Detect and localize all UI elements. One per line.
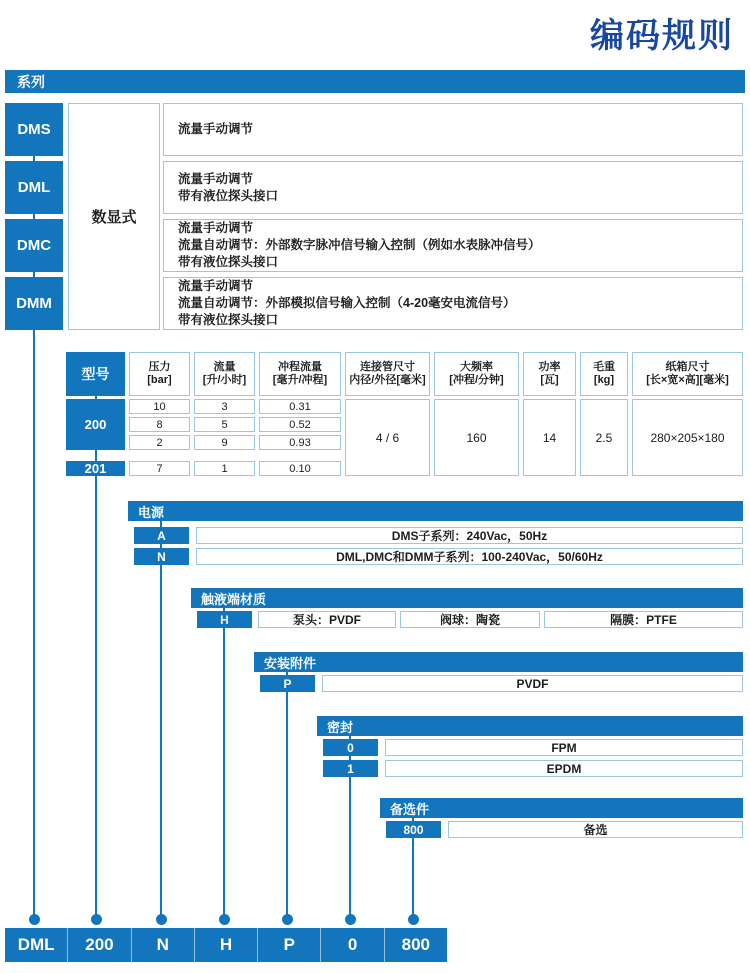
col-header-line: [bar] xyxy=(147,374,172,386)
connector-dot-model xyxy=(91,914,102,925)
spec-table xyxy=(66,352,743,476)
col-header-line: [毫升/冲程] xyxy=(272,374,328,386)
section-header-power xyxy=(128,501,743,521)
section-key-seal-0: 0 xyxy=(323,739,378,756)
series-group-label: 数显式 xyxy=(91,209,137,226)
section-title: 电源 xyxy=(138,504,165,520)
spec-merged-cell-power: 14 xyxy=(523,399,576,476)
col-header-line: 纸箱尺寸 xyxy=(665,361,710,373)
section-key-material-h: H xyxy=(197,611,252,628)
section-key-option-800: 800 xyxy=(386,821,441,838)
col-header-line: 大频率 xyxy=(460,361,493,373)
spec-cell: 0.93 xyxy=(259,435,341,450)
section-title: 触液端材质 xyxy=(201,591,267,607)
section-header-material xyxy=(191,588,743,608)
section-value-material-ball: 阀球：陶瓷 xyxy=(400,611,540,628)
col-header-line: 毛重 xyxy=(593,361,615,373)
series-header-label: 系列 xyxy=(17,73,45,90)
section-title: 密封 xyxy=(327,719,354,735)
section-value-seal-epdm: EPDM xyxy=(385,760,743,777)
spec-cell: 0.31 xyxy=(259,399,341,414)
col-header-line: 压力 xyxy=(148,361,171,373)
spec-col-header-pressure xyxy=(129,352,190,396)
page-title: 编码规则 xyxy=(590,17,734,55)
series-code-dml: DML xyxy=(5,161,63,214)
spec-col-header-pipe-size xyxy=(345,352,430,396)
spec-col-header-weight xyxy=(580,352,628,396)
col-header-line: 功率 xyxy=(538,361,561,373)
series-desc-dml xyxy=(163,161,743,214)
section-header-seal xyxy=(317,716,743,736)
col-header-line: [升/小时] xyxy=(202,374,247,386)
section-header-mounting xyxy=(254,652,743,672)
example-code-bar xyxy=(5,928,447,962)
spec-cell: 0.10 xyxy=(259,461,341,476)
section-key-seal-1: 1 xyxy=(323,760,378,777)
series-code-dmc: DMC xyxy=(5,219,63,272)
col-header-line: [kg] xyxy=(593,374,615,386)
section-value-power-a: DMS子系列：240Vac，50Hz xyxy=(196,527,743,544)
spec-merged-cell-carton: 280×205×180 xyxy=(632,399,743,476)
spec-model-cell-201: 201 xyxy=(66,461,125,476)
series-desc-line: 流量自动调节：外部模拟信号输入控制（4-20毫安电流信号） xyxy=(178,296,516,310)
col-header-line: 内径/外径[毫米] xyxy=(349,374,426,386)
section-key-power-n: N xyxy=(134,548,189,565)
example-code-segment-power: N xyxy=(131,928,194,962)
section-title: 备选件 xyxy=(390,801,430,817)
spec-cell: 1 xyxy=(194,461,255,476)
example-code-segment-mounting: P xyxy=(257,928,320,962)
example-code-segment-material: H xyxy=(194,928,257,962)
series-desc-dmc xyxy=(163,219,743,272)
spec-cell: 9 xyxy=(194,435,255,450)
series-desc-line: 流量自动调节：外部数字脉冲信号输入控制（例如水表脉冲信号） xyxy=(178,238,541,252)
spec-col-header-max-frequency xyxy=(434,352,519,396)
example-code-segment-series: DML xyxy=(17,935,55,954)
section-value-mounting-p: PVDF xyxy=(322,675,743,692)
spec-col-header-stroke-volume xyxy=(259,352,341,396)
connector-dot-option xyxy=(408,914,419,925)
connector-dot-seal xyxy=(345,914,356,925)
spec-cell: 0.52 xyxy=(259,417,341,432)
connector-dot-mounting xyxy=(282,914,293,925)
connector-dot-material xyxy=(219,914,230,925)
series-code-dmm: DMM xyxy=(5,277,63,330)
section-key-mounting-p: P xyxy=(260,675,315,692)
series-group-box xyxy=(68,103,160,330)
spec-col-header-power xyxy=(523,352,576,396)
section-title: 安装附件 xyxy=(264,655,317,671)
spec-cell: 10 xyxy=(129,399,190,414)
col-header-line: [冲程/分钟] xyxy=(449,374,504,386)
connector-line-material xyxy=(223,592,225,920)
series-desc-line: 带有液位探头接口 xyxy=(178,255,279,269)
series-desc-line: 流量手动调节 xyxy=(178,122,254,136)
spec-cell: 8 xyxy=(129,417,190,432)
connector-dot-series xyxy=(29,914,40,925)
connector-line-mounting xyxy=(286,656,288,920)
section-key-power-a: A xyxy=(134,527,189,544)
spec-corner-cell: 型号 xyxy=(66,352,125,396)
series-header-bar xyxy=(5,70,745,93)
connector-line-option xyxy=(412,802,414,920)
connector-dot-power xyxy=(156,914,167,925)
col-header-line: 流量 xyxy=(213,361,236,373)
col-header-line: 连接管尺寸 xyxy=(360,361,415,373)
section-value-material-diaphragm: 隔膜：PTFE xyxy=(544,611,743,628)
spec-merged-cell-pipe: 4 / 6 xyxy=(345,399,430,476)
spec-merged-cell-frequency: 160 xyxy=(434,399,519,476)
series-desc-line: 带有液位探头接口 xyxy=(178,313,279,327)
section-header-option xyxy=(380,798,743,818)
series-code-dms: DMS xyxy=(5,103,63,156)
example-code-segment-seal: 0 xyxy=(320,928,383,962)
series-desc-line: 带有液位探头接口 xyxy=(178,188,279,203)
spec-cell: 5 xyxy=(194,417,255,432)
col-header-line: [瓦] xyxy=(540,374,559,386)
spec-model-cell-200: 200 xyxy=(66,399,125,450)
series-desc-dms xyxy=(163,103,743,156)
example-code-segment-option: 800 xyxy=(384,928,447,962)
spec-cell: 3 xyxy=(194,399,255,414)
section-value-material-head: 泵头：PVDF xyxy=(258,611,396,628)
series-desc-line: 流量手动调节 xyxy=(178,221,254,235)
section-value-seal-fpm: FPM xyxy=(385,739,743,756)
spec-col-header-flow xyxy=(194,352,255,396)
section-value-power-n: DML,DMC和DMM子系列：100-240Vac，50/60Hz xyxy=(196,548,743,565)
series-desc-line: 流量手动调节 xyxy=(178,171,254,186)
example-code-segment-model: 200 xyxy=(67,928,130,962)
connector-line-power xyxy=(160,505,162,920)
spec-cell: 7 xyxy=(129,461,190,476)
spec-cell: 2 xyxy=(129,435,190,450)
col-header-line: 冲程流量 xyxy=(278,361,322,373)
col-header-line: [长×宽×高][毫米] xyxy=(646,374,729,386)
spec-merged-cell-weight: 2.5 xyxy=(580,399,628,476)
section-value-option-800: 备选 xyxy=(448,821,743,838)
series-desc-dmm xyxy=(163,277,743,330)
series-desc-line: 流量手动调节 xyxy=(178,279,254,293)
spec-col-header-carton xyxy=(632,352,743,396)
